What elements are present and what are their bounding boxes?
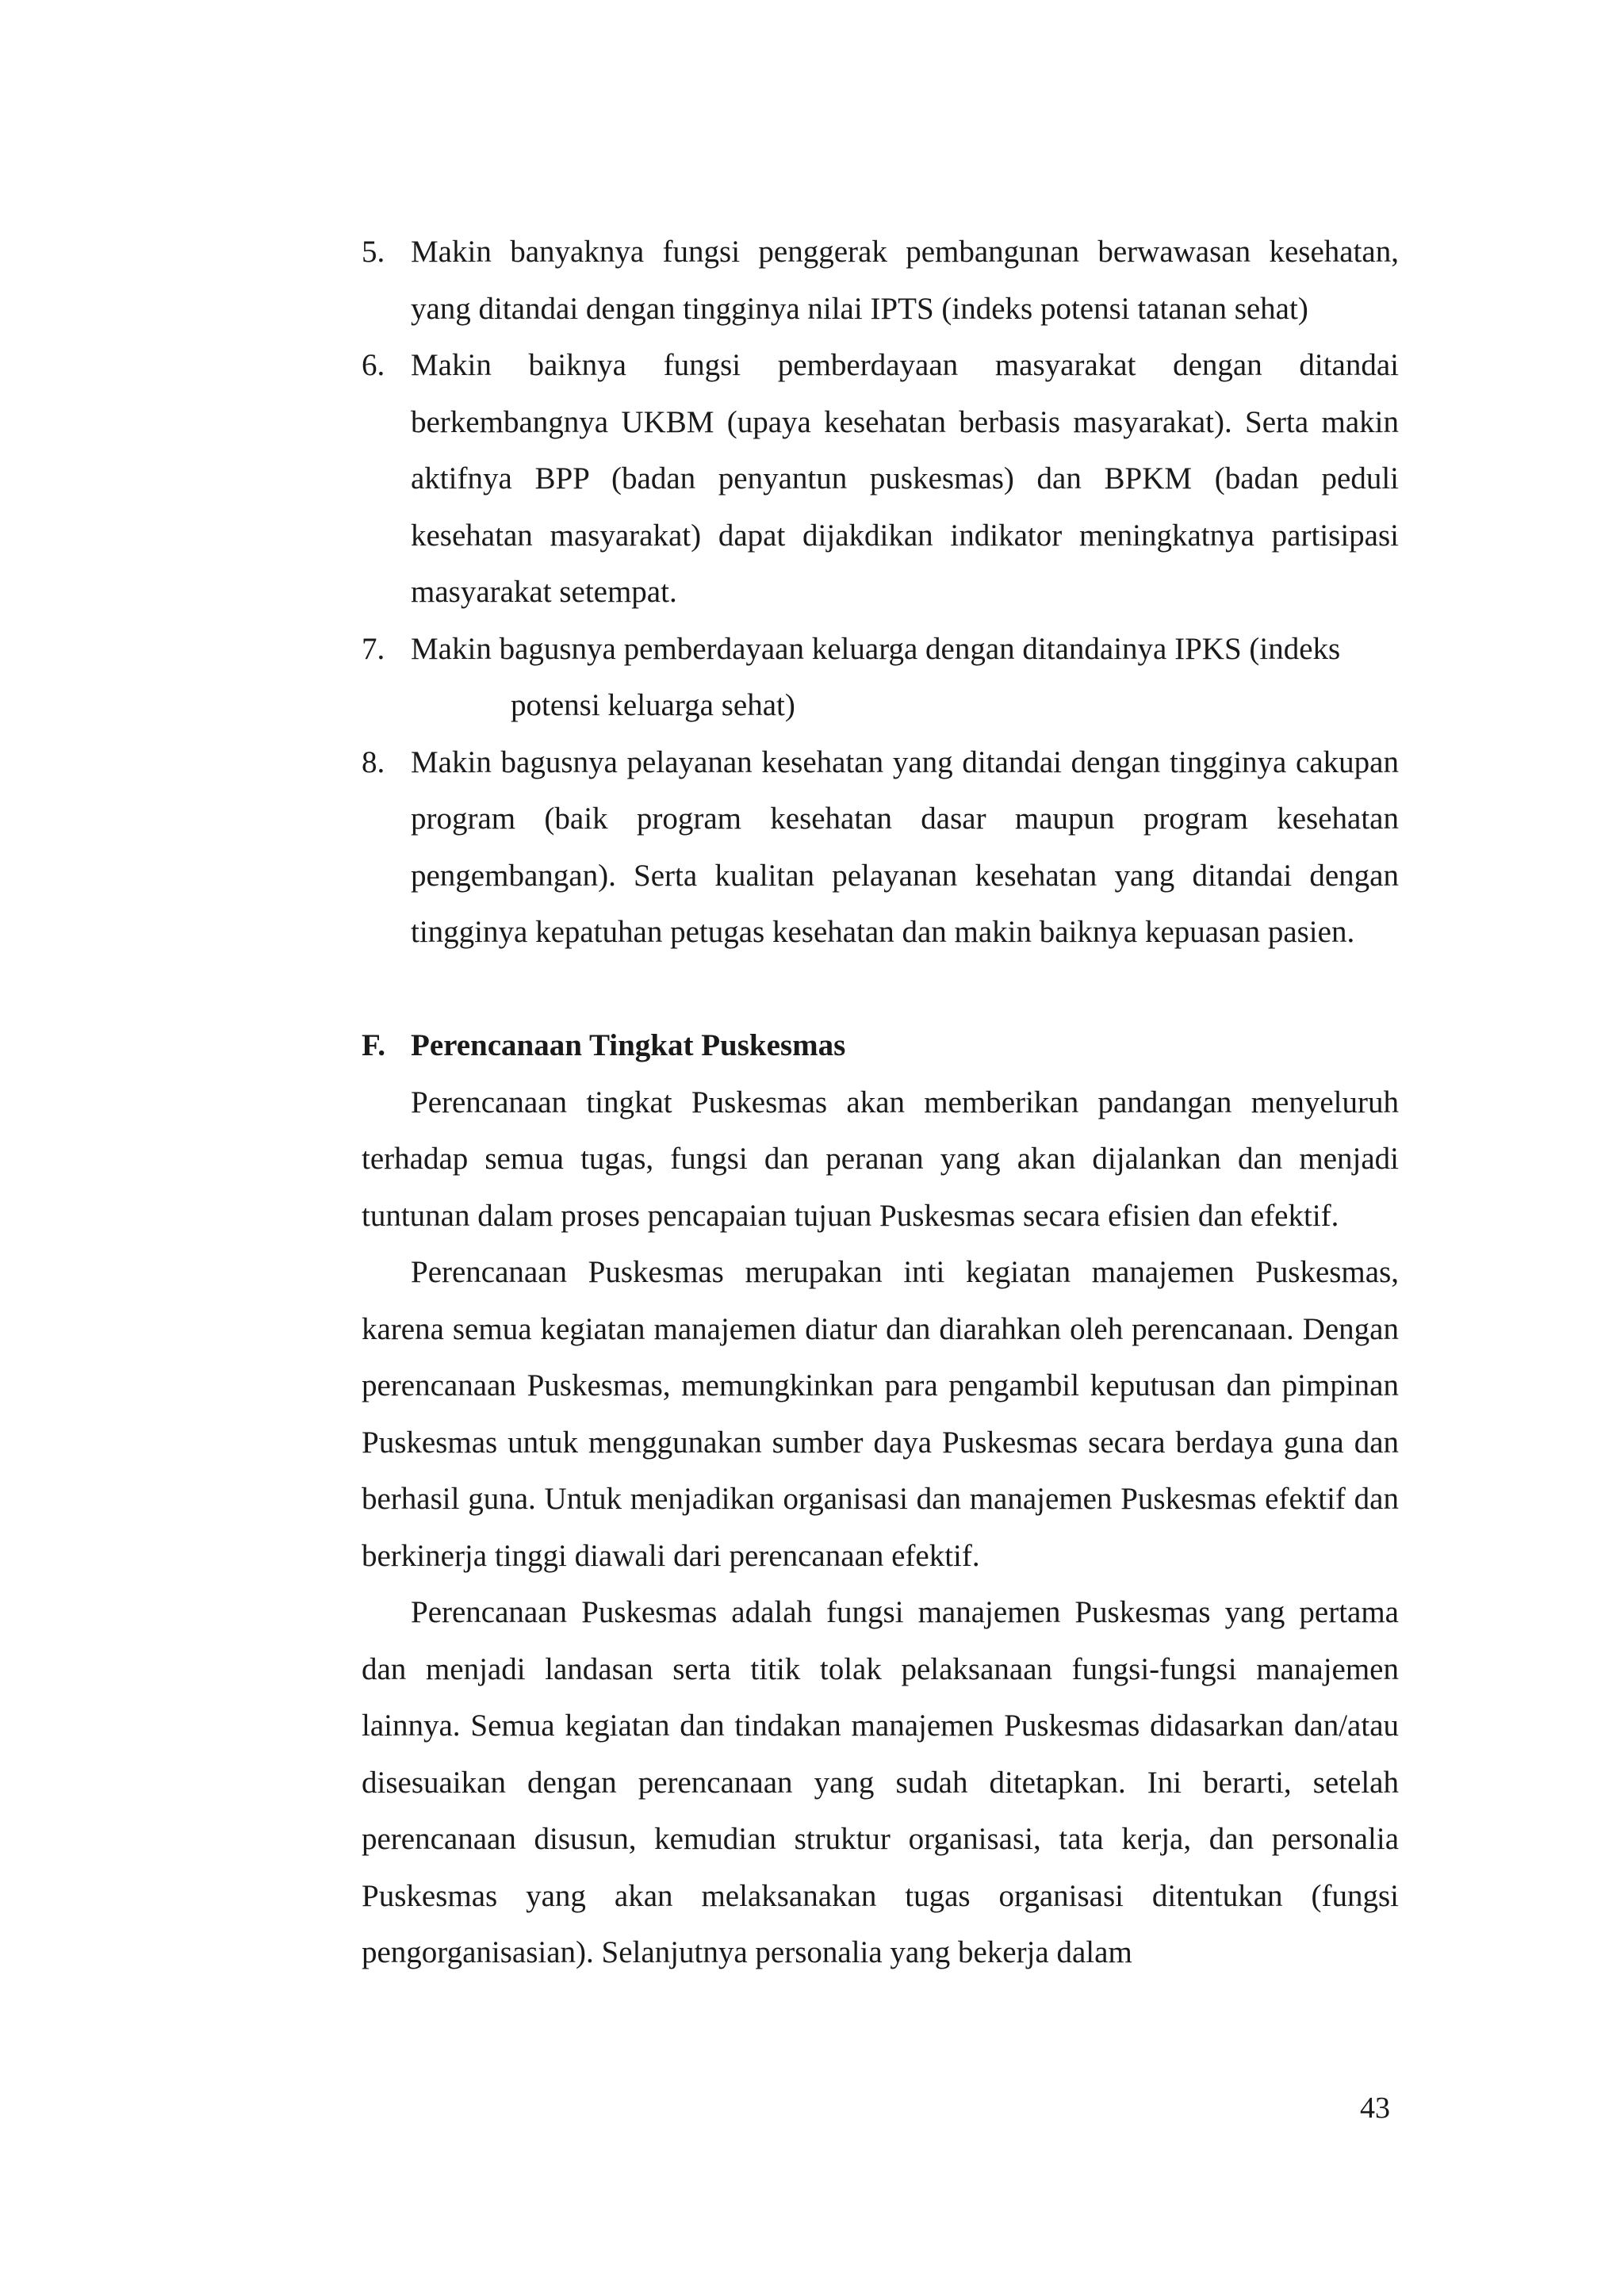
list-item-text: Makin bagusnya pelayanan kesehatan yang ditandai dengan tingginya cakupan program (baik program kesehatan dasar maupun program kesehatan pengembangan). Serta kualitan pelayanan kesehatan yang ditandai dengan tingginya kepatuhan petugas kesehatan dan makin baiknya kepuasan pasien.	[411, 744, 1399, 949]
paragraph: Perencanaan Puskesmas adalah fungsi manajemen Puskesmas yang pertama dan menjadi landasan serta titik tolak pelaksanaan fungsi-fungsi manajemen lainnya. Semua kegiatan dan tindakan manajemen Puskesmas didasarkan dan/atau disesuaikan dengan perencanaan yang sudah ditetapkan. Ini berarti, setelah perencanaan disusun, kemudian struktur organisasi, tata kerja, dan personalia Puskesmas yang akan melaksanakan tugas organisasi ditentukan (fungsi pengorganisasian). Selanjutnya personalia yang bekerja dalam	[362, 1595, 1399, 1969]
page-number: 43	[1360, 2091, 1390, 2125]
list-item	[362, 734, 1399, 961]
list-item	[362, 337, 1399, 621]
section-letter: F.	[362, 1028, 385, 1062]
list-item-text: Makin baiknya fungsi pemberdayaan masyarakat dengan ditandai berkembangnya UKBM (upaya kesehatan berbasis masyarakat). Serta makin aktifnya BPP (badan penyantun puskesmas) dan BPKM (badan peduli kesehatan masyarakat) dapat dijakdikan indikator meningkatnya partisipasi masyarakat setempat.	[411, 348, 1399, 609]
list-item-number: 6.	[362, 348, 385, 382]
list-item-text: Makin bagusnya pemberdayaan keluarga dengan ditandainya IPKS (indeks	[411, 631, 1341, 666]
document-page	[362, 224, 1399, 1981]
list-item-number: 5.	[362, 235, 385, 269]
list-item-text: Makin banyaknya fungsi penggerak pembangunan berwawasan kesehatan, yang ditandai dengan tingginya nilai IPTS (indeks potensi tatanan sehat)	[411, 235, 1399, 326]
list-item-number: 8.	[362, 744, 385, 779]
list-item	[362, 224, 1399, 337]
list-item-number: 7.	[362, 631, 385, 666]
numbered-list	[362, 224, 1399, 961]
section-heading	[362, 1017, 1399, 1074]
list-item	[362, 621, 1399, 734]
list-item-continuation: potensi keluarga sehat)	[511, 688, 795, 722]
section-title: Perencanaan Tingkat Puskesmas	[411, 1028, 846, 1062]
paragraph: Perencanaan Puskesmas merupakan inti kegiatan manajemen Puskesmas, karena semua kegiatan manajemen diatur dan diarahkan oleh perencanaan. Dengan perencanaan Puskesmas, memungkinkan para pengambil keputusan dan pimpinan Puskesmas untuk menggunakan sumber daya Puskesmas secara berdaya guna dan berhasil guna. Untuk menjadikan organisasi dan manajemen Puskesmas efektif dan berkinerja tinggi diawali dari perencanaan efektif.	[362, 1255, 1399, 1573]
paragraph: Perencanaan tingkat Puskesmas akan memberikan pandangan menyeluruh terhadap semua tugas, fungsi dan peranan yang akan dijalankan dan menjadi tuntunan dalam proses pencapaian tujuan Puskesmas secara efisien dan efektif.	[362, 1085, 1399, 1233]
